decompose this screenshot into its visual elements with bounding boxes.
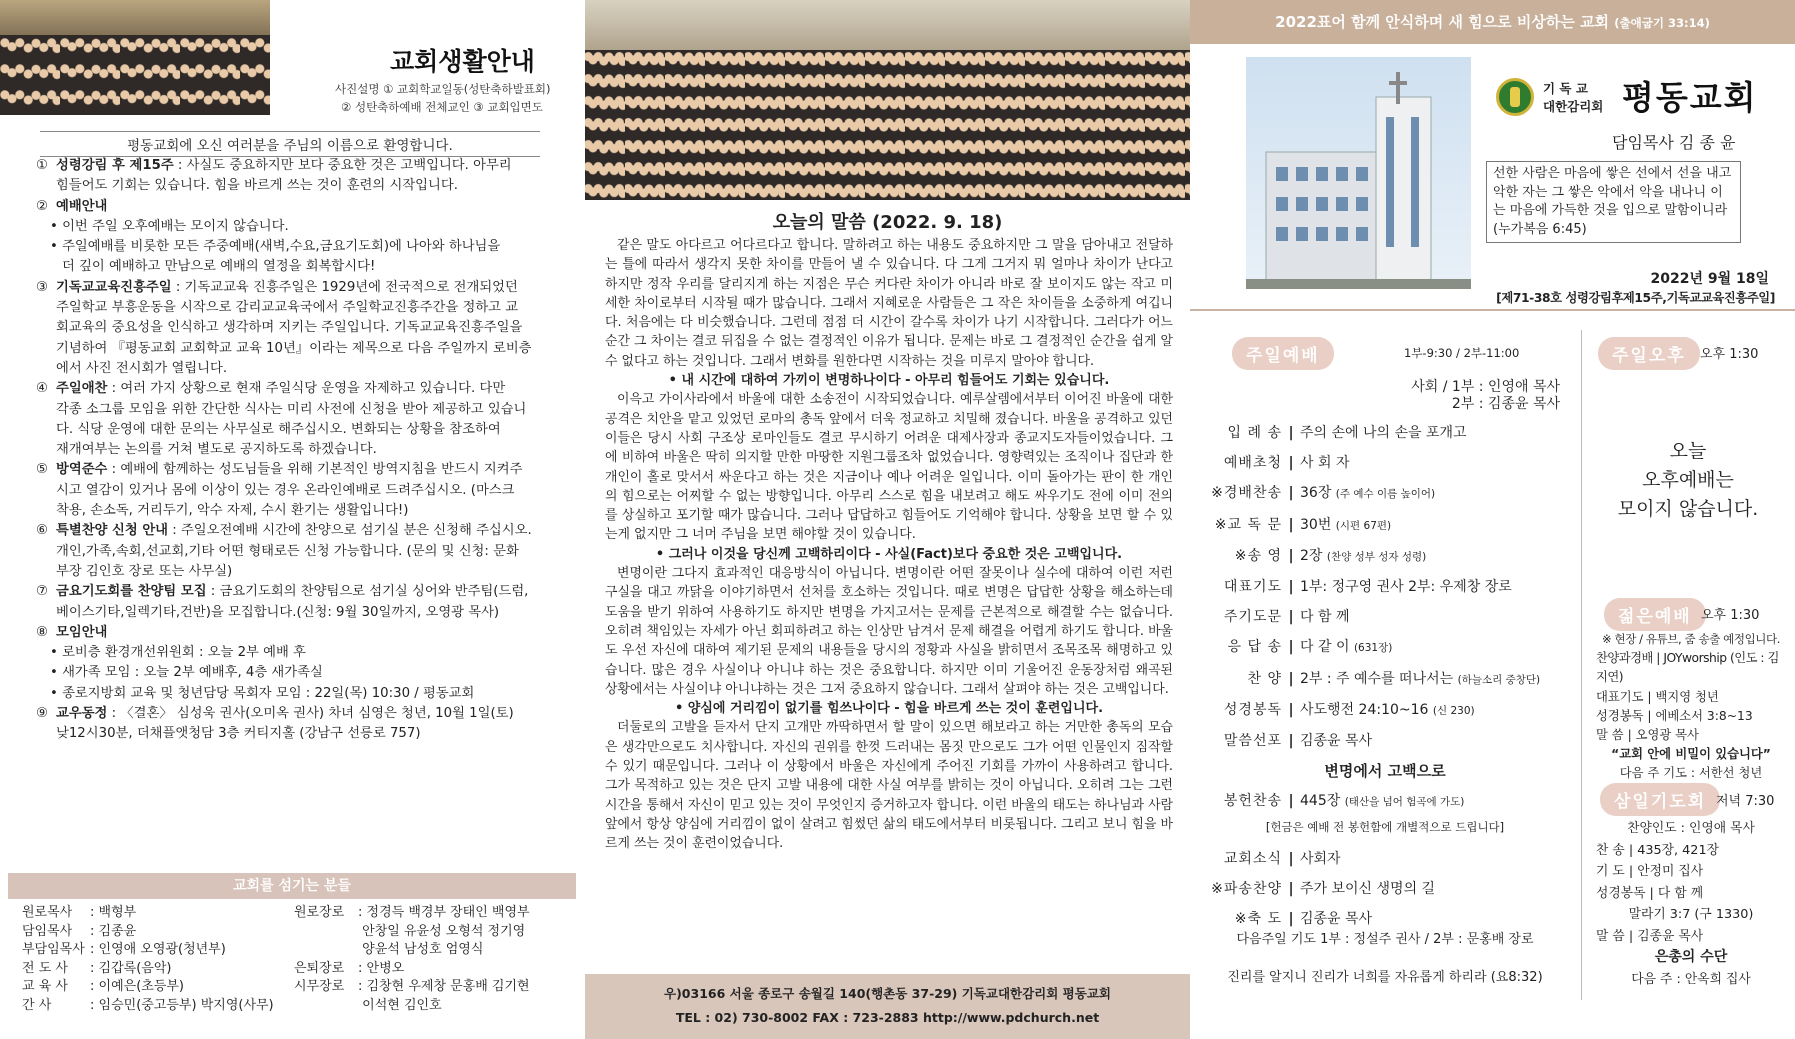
officiant-1: 사회 / 1부 : 인영애 목사: [1411, 379, 1560, 395]
staff-sep: :: [358, 905, 367, 920]
youth-l1: ※ 현장 / 유튜브, 줌 송출 예정입니다.: [1602, 632, 1780, 646]
sunday-pm-time: 오후 1:30: [1700, 347, 1759, 362]
senior-pastor: 담임목사 김 종 윤: [1612, 133, 1736, 152]
worship-note: (신 230): [1432, 704, 1475, 717]
staff-names: 김창현 우제창 문홍배 김기현: [366, 979, 530, 995]
staff-sep: :: [358, 960, 367, 976]
worship-item: ※파송찬양: [1211, 880, 1282, 897]
pm-line-1: 오늘: [1669, 440, 1707, 462]
worship-item: 예배초청: [1223, 455, 1282, 472]
staff-sep: :: [90, 923, 99, 939]
motto-text: 2022표어 함께 안식하며 새 힘으로 비상하는 교회: [1275, 13, 1610, 31]
staff-row: [294, 904, 584, 923]
motto-reference: (출애굽기 33:14): [1614, 16, 1710, 30]
worship-item: ※축 도: [1234, 911, 1282, 928]
notice-number: ③: [36, 279, 48, 295]
worship-sep: |: [1288, 793, 1294, 810]
denomination-line-2: 대한감리회: [1543, 99, 1604, 114]
notice-line: [36, 156, 571, 176]
staff-sep: :: [90, 905, 99, 920]
worship-row: [1200, 510, 1570, 541]
church-address: 우)03166 서울 종로구 송월길 140(행촌동 37-29) 기독교대한감리회 평동교회: [664, 986, 1111, 1001]
notice-text: 다. 식당 운영에 대한 문의는 사무실로 해주십시오. 변화되는 상황을 참조하여: [56, 421, 501, 437]
notice-text: 더 깊이 예배하고 만남으로 예배의 열정을 회복합시다!: [62, 259, 376, 275]
notice-line: [36, 460, 571, 480]
notice-line: [36, 217, 571, 237]
worship-sep: |: [1288, 670, 1294, 687]
sermon-body: [605, 236, 1173, 854]
sermon-paragraph: 더둘로의 고발을 듣자서 단지 고개만 까딱하면서 할 말이 있으면 해보라고 하는 거만한 총독의 모습은 생각만으로도 치사합니다. 자신의 권위를 한껏 드러내는 몸짓 만으로도 그가 어떤 인물인지 짐작할 수 있기 때문입니다. 그러나 이 상황에서 바울은 자신에게 주어진 기회를 가까이 사용하려고 합니다. 그가 목적하고 있는 것은 단지 고발 내용에 대한 사실 여부를 밝히는 것이 아닙니다. 오히려 그는 그런 시간을 통해서 자신이 믿고 있는 것이 무엇인지 증거하고자 합니다. 이런 바울의 태도는 하나님과 사람 앞에서 항상 양심에 거리낌이 없이 살려고 힘썼던 삶의 태도에서부터 비롯됩니다. 그리고 보니 힘을 바르게 쓰는 것이 훈련이었습니다.: [605, 720, 1173, 852]
notice-heading: 금요기도회를 찬양팀 모집: [56, 584, 207, 600]
worship-note: (시편 67편): [1335, 519, 1392, 532]
bulletin-date: 2022년 9월 18일: [1650, 271, 1769, 287]
notice-text: 주일학교 부흥운동을 시작으로 감리교교육국에서 주일학교진흥주간을 정하고 교: [56, 300, 519, 316]
notice-line: [36, 237, 571, 257]
youth-l3: 대표기도 | 백지영 청년: [1596, 689, 1719, 704]
notice-line: [36, 562, 571, 582]
page-title: 교회생활안내: [390, 47, 535, 76]
church-name: 평동교회: [1622, 78, 1758, 117]
worship-row: [1200, 602, 1570, 632]
notice-line: [36, 440, 571, 460]
notice-text: 종로지방회 교육 및 청년담당 목회자 모임 : 22일(목) 10:30 / 평동교회: [62, 685, 475, 701]
staff-list-left: [22, 904, 292, 1016]
staff-sep: :: [90, 979, 99, 995]
pm-line-2: 오후예배는: [1642, 469, 1734, 491]
notice-line: [36, 501, 571, 521]
notice-text: 베이스기타,일렉기타,건반)을 모집합니다.(신청: 9월 30일까지, 오영광 목사): [56, 604, 500, 620]
worship-detail: 30번: [1300, 516, 1332, 533]
staff-names: 인영애 오영광(청년부): [98, 942, 226, 958]
worship-detail: 2부 : 주 예수를 떠나서는: [1300, 670, 1454, 687]
staff-row: [294, 997, 584, 1016]
worship-detail: 주의 손에 나의 손을 포개고: [1300, 425, 1467, 441]
worship-sep: |: [1288, 547, 1294, 564]
notice-line: [36, 420, 571, 440]
photo-crowd: [585, 50, 1190, 200]
notice-line: [36, 379, 571, 399]
page-church-life: [0, 0, 585, 1039]
wednesday-label: 삼일기도회: [1600, 783, 1720, 816]
notice-text: 힘들어도 기회는 있습니다. 힘을 바르게 쓰는 것이 훈련의 시작입니다.: [56, 178, 458, 194]
worship-row: [1200, 541, 1570, 572]
notice-line: [36, 623, 571, 643]
staff-row: [294, 960, 584, 979]
officiant-2: 2부 : 김종윤 목사: [1451, 396, 1560, 412]
column-divider: [1581, 330, 1582, 1000]
notice-text: 에서 사진 전시회가 열립니다.: [56, 360, 228, 376]
wed-sermon-title: 은총의 수단: [1654, 949, 1728, 965]
worship-sep: |: [1288, 639, 1294, 656]
staff-names: 김종윤: [98, 923, 137, 939]
staff-role: 은퇴장로: [294, 960, 345, 976]
church-footer: [585, 974, 1190, 1039]
pm-line-3: 모이지 않습니다.: [1617, 498, 1759, 520]
photo-crowd: [0, 35, 270, 116]
worship-sep: |: [1288, 425, 1294, 441]
bullet-icon: •: [50, 218, 63, 234]
notice-line: [36, 176, 571, 196]
staff-names: 정경득 백경부 장태인 백영부: [366, 905, 530, 920]
worship-note: (하늘소리 중창단): [1457, 673, 1541, 686]
worship-item: 말씀선포: [1223, 733, 1282, 750]
sunday-pm-label: 주일오후: [1598, 337, 1700, 370]
bullet-icon: •: [50, 239, 63, 255]
staff-names: 안창일 유윤성 오형석 정기영: [362, 923, 526, 939]
notice-number: ⑥: [36, 523, 48, 539]
next-week-prayer: 다음주일 기도 1부 : 정설주 권사 / 2부 : 문홍배 장로: [1236, 932, 1534, 947]
notice-list: [36, 156, 571, 745]
notice-line: [36, 521, 571, 541]
staff-names: 이예은(초등부): [98, 979, 185, 995]
notice-text: 회교육의 중요성을 인식하고 생각하며 지키는 주일입니다. 기독교교육진흥주일을: [56, 320, 523, 336]
staff-names: 백형부: [98, 905, 137, 920]
notice-line: [36, 582, 571, 602]
worship-row: [1200, 664, 1570, 695]
worship-note: (631장): [1353, 642, 1393, 655]
wednesday-order: [1596, 818, 1786, 990]
sunday-service-time: 1부-9:30 / 2부-11:00: [1404, 346, 1520, 360]
wed-l2: 찬 송 | 435장, 421장: [1596, 842, 1719, 858]
youth-service-order: [1596, 630, 1786, 784]
staff-names: 이석현 김인호: [362, 997, 442, 1013]
worship-item: 성경봉독: [1223, 701, 1282, 718]
notice-line: [36, 684, 571, 704]
worship-sep: |: [1288, 579, 1294, 596]
wed-l6: 말 씀 | 김종윤 목사: [1596, 928, 1704, 944]
church-building-icon: [1246, 57, 1471, 289]
worship-sep: |: [1288, 516, 1294, 533]
notice-line: [36, 278, 571, 298]
notice-text: 교우동정 : 〈결혼〉 심성욱 권사(오미옥 권사) 차녀 심영은 청년, 10월 1일(토): [56, 706, 514, 722]
youth-next-prayer: 다음 주 기도 : 서한선 청년: [1619, 766, 1763, 781]
bullet-icon: •: [50, 685, 63, 701]
notice-line: [36, 339, 571, 359]
notice-number: ⑧: [36, 624, 48, 640]
notice-text: 낮12시30분, 더채플앳청담 3층 커티지홀 (강남구 선릉로 757): [56, 726, 421, 742]
church-building-image: [1246, 57, 1471, 289]
worship-item: 찬 양: [1247, 670, 1282, 687]
worship-row: [1200, 786, 1570, 817]
worship-detail: 36장: [1300, 485, 1332, 502]
notice-text: 시고 열감이 있거나 몸에 이상이 있는 경우 온라인예배로 드려주십시오. (마스크: [56, 482, 515, 498]
notice-line: [36, 298, 571, 318]
youth-l4: 성경봉독 | 에베소서 3:8~13: [1596, 708, 1753, 723]
notice-number: ⑨: [36, 706, 48, 722]
worship-sep: |: [1288, 485, 1294, 502]
notice-number: ④: [36, 381, 48, 397]
worship-sep: |: [1288, 609, 1294, 626]
sermon-subheading: • 그러나 이것을 당신께 고백하리이다 - 사실(Fact)보다 중요한 것은 고백입니다.: [655, 546, 1123, 562]
photo-caption-1: 사진설명 ① 교회학교일동(성탄축하발표회): [335, 82, 551, 96]
notice-text: 새가족 모임 : 오늘 2부 예배후, 4층 새가족실: [62, 665, 323, 681]
bullet-icon: •: [50, 645, 63, 661]
sermon-paragraph: 이윽고 가이사라에서 바울에 대한 소송전이 시작되었습니다. 예루살렘에서부터 이어진 바울에 대한 공격은 치안을 맡고 있었던 로마의 총독 앞에서 더욱 정교하고 치밀해 졌습니다. 바울을 공격하고 있던 이들은 당시 사회 구조상 로마인들도 결코 무시하기 어려운 대제사장과 종교지도자들이었습니다. 그에 비하여 바울은 딱히 의지할 만한 마땅한 지원그룹조차 없었습니다. 영향력있는 조직이나 집단과 한 개인이 홀로 맞서서 싸운다고 하는 것은 지금이나 예나 어려운 일입니다. 이미 돌아가는 판이 한 개인의 힘으로는 어찌할 수 없는 방향입니다. 아무리 스스로 힘을 내보려고 해도 싸우기도 전에 이미 전의를 상실하고 포기할 때가 많습니다. 그러나 답답하고 힘들어도 기억해야 합니다. 상황을 보면 할 수 있는게 없지만 그 너머 주님을 보면 해야할 것이 있습니다.: [605, 392, 1173, 543]
welcome-message: 평동교회에 오신 여러분을 주님의 이름으로 환영합니다.: [40, 131, 540, 157]
notice-line: [36, 704, 571, 724]
youth-l2: 찬양과경배 | JOYworship (인도 : 김지연): [1596, 651, 1779, 685]
wed-next: 다음 주 : 안옥희 집사: [1631, 971, 1751, 987]
notice-number: ⑦: [36, 584, 48, 600]
staff-row: [22, 978, 292, 997]
staff-role: 부담임목사: [22, 942, 85, 958]
bulletin-issue: [제71-38호 성령강림후제15주,기독교교육진흥주일]: [1496, 291, 1775, 305]
notice-line: [36, 542, 571, 562]
notice-text: 재개여부는 논의를 거쳐 별도로 공지하도록 하겠습니다.: [56, 442, 377, 458]
worship-detail: 사도행전 24:10~16: [1300, 701, 1429, 718]
notice-heading: 기독교교육진흥주일: [56, 279, 172, 295]
notice-line: [36, 197, 571, 217]
notice-text: 개인,가족,속회,선교회,기타 어떤 형태로든 신청 가능합니다. (문의 및 신청: 문화: [56, 543, 519, 559]
notice-text: 방역준수 : 예배에 함께하는 성도님들을 위해 기본적인 방역지침을 반드시 지켜주: [56, 462, 523, 478]
staff-row: [22, 941, 292, 960]
worship-item: 응 답 송: [1227, 639, 1282, 656]
notice-text: 주일예배를 비롯한 모든 주중예배(새벽,수요,금요기도회)에 나아와 하나님을: [62, 239, 501, 255]
staff-role: 담임목사: [22, 923, 73, 939]
notice-number: ⑤: [36, 462, 48, 478]
photo-caption-2: ② 성탄축하예배 전체교인 ③ 교회입면도: [341, 100, 543, 114]
notice-line: [36, 481, 571, 501]
staff-row: [22, 923, 292, 942]
notice-heading: 예배안내: [56, 198, 108, 214]
staff-role: 교 육 사: [22, 979, 68, 995]
notice-line: [36, 724, 571, 744]
worship-detail: 김종윤 목사: [1300, 911, 1373, 928]
methodist-logo-icon: [1496, 78, 1534, 116]
worship-note: (태산을 넘어 험곡에 가도): [1344, 796, 1465, 809]
worship-sep: |: [1288, 455, 1294, 472]
staff-role: 원로장로: [294, 905, 345, 920]
notice-text: 주일애찬 : 여러 가지 상황으로 현재 주일식당 운영을 자제하고 있습니다. 다만: [56, 381, 506, 397]
notice-line: [36, 663, 571, 683]
notice-text: [56, 199, 107, 214]
wednesday-time: 저녁 7:30: [1716, 794, 1775, 809]
denomination-line-1: 기 독 교: [1543, 81, 1588, 96]
notice-text: 특별찬양 신청 안내 : 주일오전예배 시간에 찬양으로 섬기실 분은 신청해 주십시오.: [56, 523, 532, 539]
staff-sep: :: [90, 997, 99, 1013]
worship-sep: |: [1288, 701, 1294, 718]
youth-l5: 말 씀 | 오영광 목사: [1596, 728, 1699, 743]
bullet-icon: •: [50, 665, 63, 681]
worship-sep: |: [1288, 911, 1294, 928]
worship-row: [1200, 874, 1570, 904]
sermon-subheading: • 양심에 거리낌이 없기를 힘쓰나이다 - 힘을 바르게 쓰는 것이 훈련입니다.: [674, 701, 1104, 717]
order-of-worship: [1200, 418, 1570, 934]
worship-row: [1200, 418, 1570, 448]
worship-item: ※송 영: [1234, 547, 1282, 564]
notice-text: 착용, 손소독, 거리두기, 악수 자제, 수시 환기는 생활입니다!): [56, 503, 409, 519]
staff-row: [294, 941, 584, 960]
staff-list-right: [294, 904, 584, 1016]
worship-row: [1200, 844, 1570, 874]
notice-heading: 모임안내: [56, 624, 108, 640]
staff-role: 전 도 사: [22, 960, 68, 976]
worship-detail: 다 같 이: [1300, 639, 1350, 656]
worship-item: 주기도문: [1223, 609, 1282, 626]
notice-text: 기독교교육진흥주일 : 기독교교육 진흥주일은 1929년에 전국적으로 전개되었던: [56, 279, 518, 295]
worship-row: [1200, 478, 1570, 509]
notice-text: 부장 김인호 장로 또는 사무실): [56, 563, 233, 579]
sermon-paragraph: 변명이란 그다지 효과적인 대응방식이 아닙니다. 변명이란 어떤 잘못이나 실수에 대하여 이런 저런 구실을 대고 까닭을 이야기하면서 선처를 호소하는 것입니다. 때로 변명은 답답한 상황을 해소하는데 도움을 받기 위하여 사용하기도 하지만 변명을 가지고서는 문제를 근본적으로 해결할 수는 없습니다. 오히려 책임있는 자세가 아닌 회피하려고 하는 인상만 남겨서 문제 해결을 어렵게 하기도 합니다. 바울도 우선 자신에 대하여 제기된 문제의 내용들을 당시의 정황과 사실을 밝히면서 조목조목 해명하고 있습니다. 많은 경우 사실이나 아니냐 하는 것은 중요합니다. 하지만 이미 기울어진 운동장처럼 왜곡된 상황에서는 사실이냐 아니냐하는 것은 그저 중요하지 않습니다. 그래서 살펴야 하는 것은 고백입니다.: [605, 566, 1173, 697]
worship-row: [1200, 695, 1570, 726]
worship-sep: |: [1288, 850, 1294, 867]
worship-item: 교회소식: [1223, 850, 1282, 867]
worship-note: (주 예수 이름 높이어): [1335, 488, 1436, 501]
notice-line: [36, 318, 571, 338]
notice-text: [56, 625, 107, 640]
notice-text: 로비층 환경개선위원회 : 오늘 2부 예배 후: [62, 645, 306, 661]
staff-row: [22, 904, 292, 923]
sermon-title: 오늘의 말씀 (2022. 9. 18): [772, 212, 1003, 233]
worship-detail: 김종윤 목사: [1300, 733, 1373, 750]
staff-sep: :: [90, 960, 99, 976]
photo-sunday-school: [0, 0, 270, 115]
staff-names: 안병오: [366, 960, 405, 976]
sunday-pm-notice: [1588, 437, 1788, 524]
notice-heading: 교우동정: [56, 706, 108, 722]
wed-l5: 말라기 3:7 (구 1330): [1628, 907, 1754, 922]
notice-line: [36, 603, 571, 623]
worship-item: 입 례 송: [1227, 425, 1282, 441]
staff-title: 교회를 섬기는 분들: [8, 873, 576, 899]
worship-note: (찬양 성부 성자 성령): [1326, 550, 1427, 563]
worship-detail: 2장: [1300, 547, 1323, 564]
worship-sep: |: [1288, 733, 1294, 750]
notice-text: 성령강림 후 제15주 : 사실도 중요하지만 보다 중요한 것은 고백입니다. 아무리: [56, 158, 512, 173]
staff-names: 양윤석 남성호 엄영식: [362, 942, 484, 958]
staff-row: [22, 997, 292, 1016]
page-order-of-worship: [1190, 0, 1795, 1039]
notice-text: 금요기도회를 찬양팀 모집 : 금요기도회의 찬양팀으로 섬기실 싱어와 반주팀(드럼,: [56, 584, 529, 600]
church-contact: TEL : 02) 730-8002 FAX : 723-2883 http://www.pdchurch.net: [675, 1010, 1100, 1025]
notice-text: 각종 소그룹 모임을 위한 간단한 식사는 미리 사전에 신청을 받아 제공하고 있습니: [56, 401, 527, 417]
worship-sep: |: [1288, 880, 1294, 897]
sunday-service-label: 주일예배: [1232, 337, 1334, 370]
worship-item: 대표기도: [1223, 579, 1282, 596]
worship-detail: 주가 보이신 생명의 길: [1300, 880, 1436, 897]
worship-row: [1200, 572, 1570, 602]
worship-item: ※경배찬송: [1211, 485, 1282, 502]
notice-number: ②: [36, 198, 48, 214]
youth-sermon-title: “교회 안에 비밀이 있습니다”: [1611, 747, 1771, 762]
worship-detail: 사 회 자: [1300, 455, 1350, 472]
notice-line: [36, 643, 571, 663]
page-sermon: [585, 0, 1190, 1039]
staff-role: 원로목사: [22, 905, 73, 920]
yearly-motto: [1190, 0, 1795, 44]
worship-detail: 다 함 께: [1300, 609, 1350, 626]
notice-heading: 방역준수: [56, 462, 108, 478]
worship-row: [1200, 726, 1570, 756]
worship-item: 봉헌찬송: [1223, 793, 1282, 810]
offering-note: [헌금은 예배 전 봉헌함에 개별적으로 드립니다]: [1265, 819, 1505, 834]
weekly-verse: 선한 사람은 마음에 쌓은 선에서 선을 내고 악한 자는 그 쌓은 악에서 악을 내나니 이는 마음에 가득한 것을 입으로 말함이니라 (누가복음 6:45): [1486, 161, 1741, 243]
closing-verse: 진리를 알지니 진리가 너희를 자유롭게 하리라 (요8:32): [1227, 970, 1543, 985]
notice-heading: 성령강림 후 제15주: [56, 158, 174, 173]
staff-row: [294, 978, 584, 997]
wed-l1: 찬양인도 : 인영애 목사: [1627, 821, 1755, 836]
notice-number: ①: [36, 158, 48, 173]
staff-row: [294, 923, 584, 942]
youth-service-time: 오후 1:30: [1701, 608, 1760, 623]
worship-row: [1200, 448, 1570, 478]
youth-service-label: 젊은예배: [1604, 598, 1706, 631]
notice-line: [36, 400, 571, 420]
sermon-subheading: • 내 시간에 대하여 가끼이 변명하나이다 - 아무리 힘들어도 기회는 있습니다.: [668, 373, 1110, 389]
notice-line: [36, 257, 571, 277]
worship-row: [1200, 632, 1570, 663]
divider: [1190, 309, 1795, 311]
staff-role: 시무장로: [294, 979, 345, 995]
worship-detail: 445장: [1300, 793, 1341, 810]
worship-detail: 사회자: [1300, 850, 1341, 867]
notice-line: [36, 359, 571, 379]
notice-text: 이번 주일 오후예배는 모이지 않습니다.: [62, 218, 289, 234]
staff-sep: :: [90, 942, 99, 958]
sermon-name: 변명에서 고백으로: [1324, 762, 1446, 781]
staff-sep: :: [358, 979, 367, 995]
staff-role: 간 사: [22, 997, 52, 1013]
staff-names: 김갑록(음악): [98, 960, 172, 976]
photo-christmas-congregation: [585, 0, 1190, 200]
wed-l4: 성경봉독 | 다 함 께: [1596, 885, 1704, 901]
notice-text: 기념하여 『평동교회 교회학교 교육 10년』이라는 제목으로 다음 주일까지 로비층: [56, 340, 532, 356]
worship-item: ※교 독 문: [1214, 516, 1282, 533]
notice-heading: 특별찬양 신청 안내: [56, 523, 169, 539]
staff-names: 임승민(중고등부) 박지영(사무): [98, 997, 274, 1013]
notice-heading: 주일애찬: [56, 381, 108, 397]
worship-detail: 1부: 정구영 권사 2부: 우제창 장로: [1300, 579, 1512, 596]
staff-row: [22, 960, 292, 979]
wed-l3: 기 도 | 안정미 집사: [1596, 864, 1704, 879]
sermon-paragraph: 같은 말도 아다르고 어다르다고 합니다. 말하려고 하는 내용도 중요하지만 그 말을 담아내고 전달하는 틀에 따라서 생각지 못한 차이를 만들어 낼 수 있습니다. 다 그게 그거지 뭐 얼마나 차이가 난다고 하지만 정작 우리를 달리지게 하는 지점은 무슨 커다란 차이가 아니라 바로 잘 보이지도 않는 작고 미세한 차이로부터 시작될 때가 많습니다. 그래서 지혜로운 사람들은 그 작은 차이들을 소중하게 여깁니다. 처음에는 다 비슷했습니다. 그런데 점점 더 시간이 갈수록 차이가 나기 시작합니다. 그러다가 어느 순간 그 차이는 결코 뒤집을 수 없는 결정적인 이유가 됩니다. 문제는 바로 그 결정적인 순간을 쉽게 알수 없다고 하는 것입니다. 그래서 변화를 원한다면 시작하는 것을 미루지 말아야 합니다.: [605, 238, 1173, 369]
